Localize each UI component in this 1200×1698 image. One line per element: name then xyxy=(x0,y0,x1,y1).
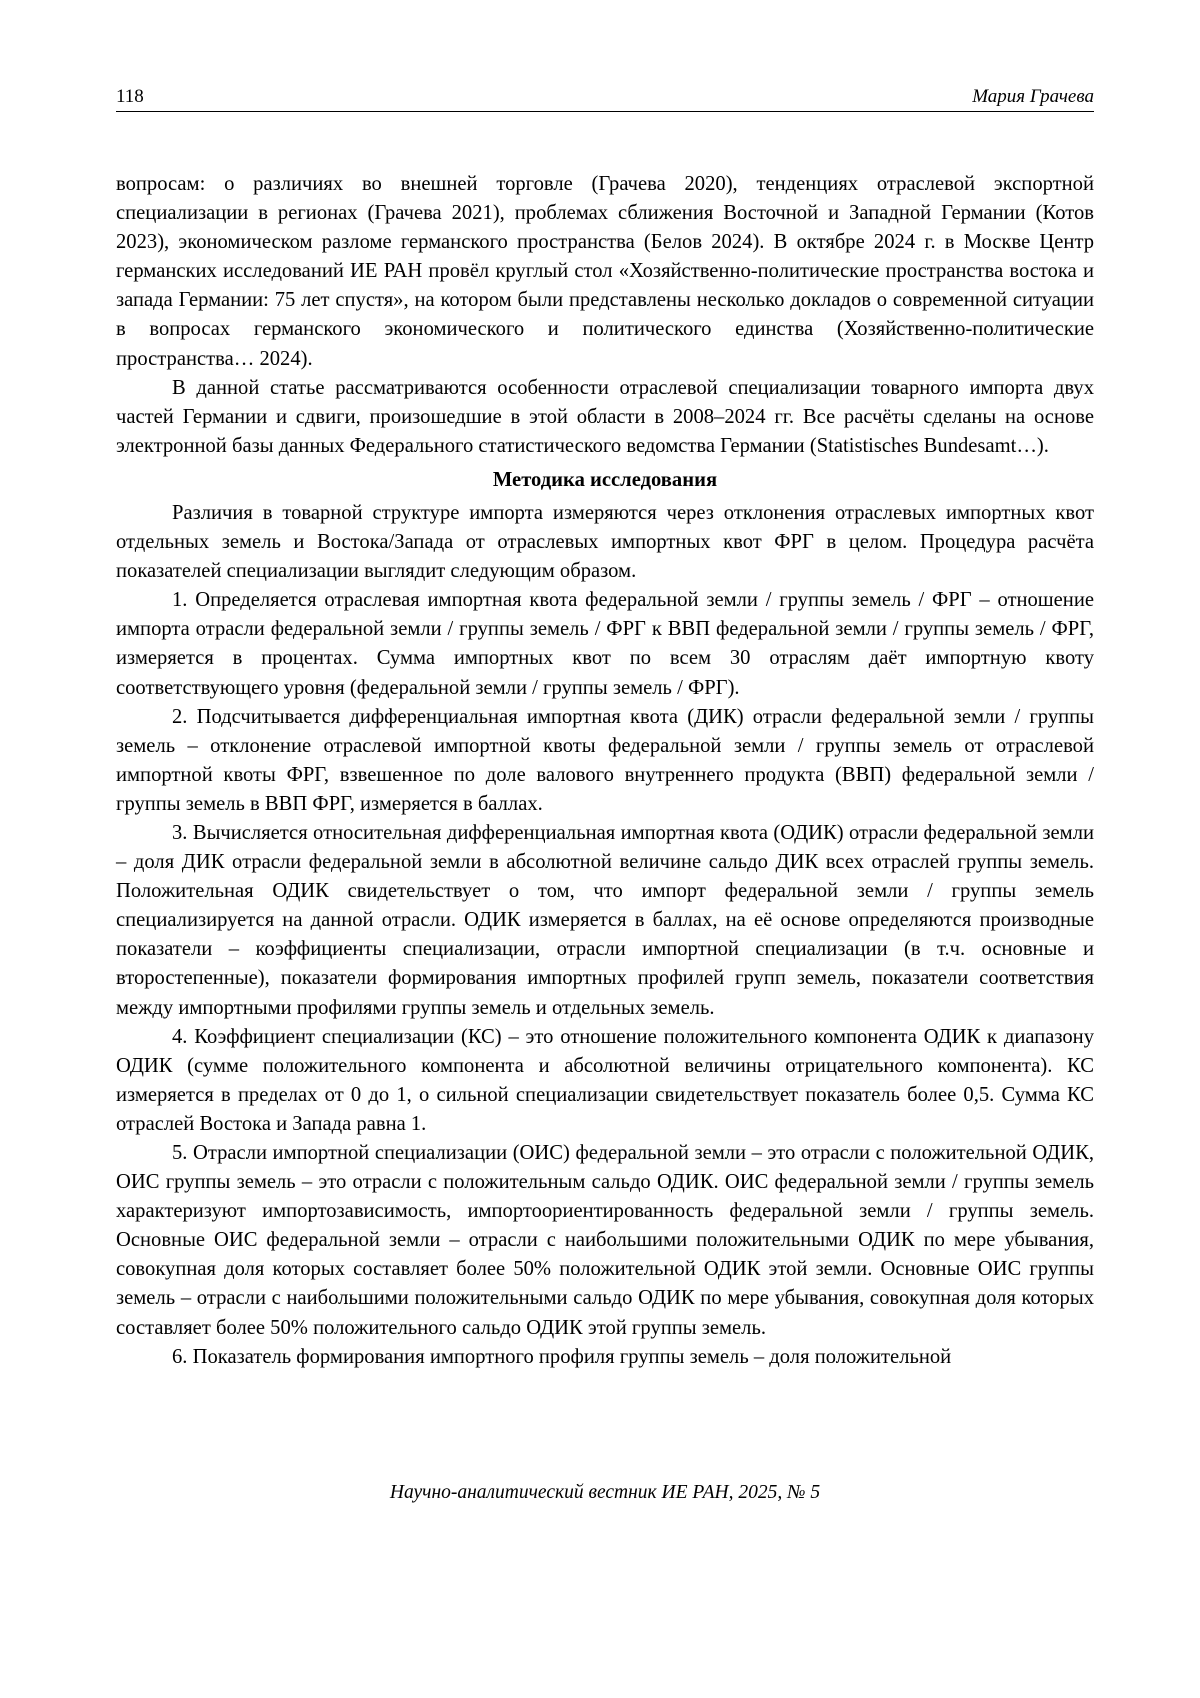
method-step-4: 4. Коэффициент специализации (КС) – это отношение положительного компонента ОДИК к диапазону ОДИК (сумме положительного компонента и абсолютной величины отрицательного компонента). КС измеряется в пределах от 0 до 1, о сильной специализации свидетельствует показатель более 0,5. Сумма КС отраслей Востока и Запада равна 1. xyxy=(116,1025,1094,1135)
method-step-1: 1. Определяется отраслевая импортная квота федеральной земли / группы земель / ФРГ – отношение импорта отрасли федеральной земли / группы земель / ФРГ к ВВП федеральной земли / группы земель / ФРГ, измеряется в процентах. Сумма импортных квот по всем 30 отраслям даёт импортную квоту соответствующего уровня (федеральной земли / группы земель / ФРГ). xyxy=(116,589,1094,699)
paragraph-methodology-intro: Различия в товарной структуре импорта измеряются через отклонения отраслевых импортных квот отдельных земель и Востока/Запада от отраслевых импортных квот ФРГ в целом. Процедура расчёта показателей специализации выглядит следующим образом. xyxy=(116,501,1094,583)
page-number: 118 xyxy=(116,86,144,107)
method-step-5: 5. Отрасли импортной специализации (ОИС) федеральной земли – это отрасли с положительной ОДИК, ОИС группы земель – это отрасли с положительным сальдо ОДИК. ОИС федеральной земли / группы земель характеризуют импортозависимость, импортоориентированность федеральной земли / группы земель. Основные ОИС федеральной земли – отрасли с наибольшими положительными ОДИК по мере убывания, совокупная доля которых составляет более 50% положительной ОДИК этой земли. Основные ОИС группы земель – отрасли с наибольшими положительными сальдо ОДИК по мере убывания, совокупная доля которых составляет более 50% положительного сальдо ОДИК этой группы земель. xyxy=(116,1142,1094,1339)
page-header xyxy=(116,82,1094,112)
running-head-author: Мария Грачева xyxy=(972,86,1094,107)
section-heading-methodology: Методика исследования xyxy=(492,468,718,491)
article-body xyxy=(116,170,1094,1372)
method-step-6: 6. Показатель формирования импортного профиля группы земель – доля положительной xyxy=(172,1345,952,1368)
method-step-2: 2. Подсчитывается дифференциальная импортная квота (ДИК) отрасли федеральной земли / группы земель – отклонение отраслевой импортной квоты федеральной земли / группы земель от отраслевой импортной квоты ФРГ, взвешенное по доле валового внутреннего продукта (ВВП) федеральной земли / группы земель в ВВП ФРГ, измеряется в баллах. xyxy=(116,705,1094,815)
method-step-3: 3. Вычисляется относительная дифференциальная импортная квота (ОДИК) отрасли федеральной земли – доля ДИК отрасли федеральной земли в абсолютной величине сальдо ДИК всех отраслей группы земель. Положительная ОДИК свидетельствует о том, что импорт федеральной земли / группы земель специализируется на данной отрасли. ОДИК измеряется в баллах, на её основе определяются производные показатели – коэффициенты специализации, отрасли импортной специализации (в т.ч. основные и второстепенные), показатели формирования импортных профилей групп земель, показатели соответствия между импортными профилями группы земель и отдельных земель. xyxy=(116,821,1094,1019)
paragraph-article-scope: В данной статье рассматриваются особенности отраслевой специализации товарного импорта двух частей Германии и сдвиги, произошедшие в этой области в 2008–2024 гг. Все расчёты сделаны на основе электронной базы данных Федерального статистического ведомства Германии (Statistisches Bundesamt…). xyxy=(116,376,1094,457)
paragraph-intro-continuation: вопросам: о различиях во внешней торговле (Грачева 2020), тенденциях отраслевой экспортной специализации в регионах (Грачева 2021), проблемах сближения Восточной и Западной Германии (Котов 2023), экономическом разломе германского пространства (Белов 2024). В октябре 2024 г. в Москве Центр германских исследований ИЕ РАН провёл круглый стол «Хозяйственно-политические пространства востока и запада Германии: 75 лет спустя», на котором были представлены несколько докладов о современной ситуации в вопросах германского экономического и политического единства (Хозяйственно-политические пространства… 2024). xyxy=(116,173,1094,370)
page-footer-journal: Научно-аналитический вестник ИЕ РАН, 2025, № 5 xyxy=(389,1482,821,1503)
